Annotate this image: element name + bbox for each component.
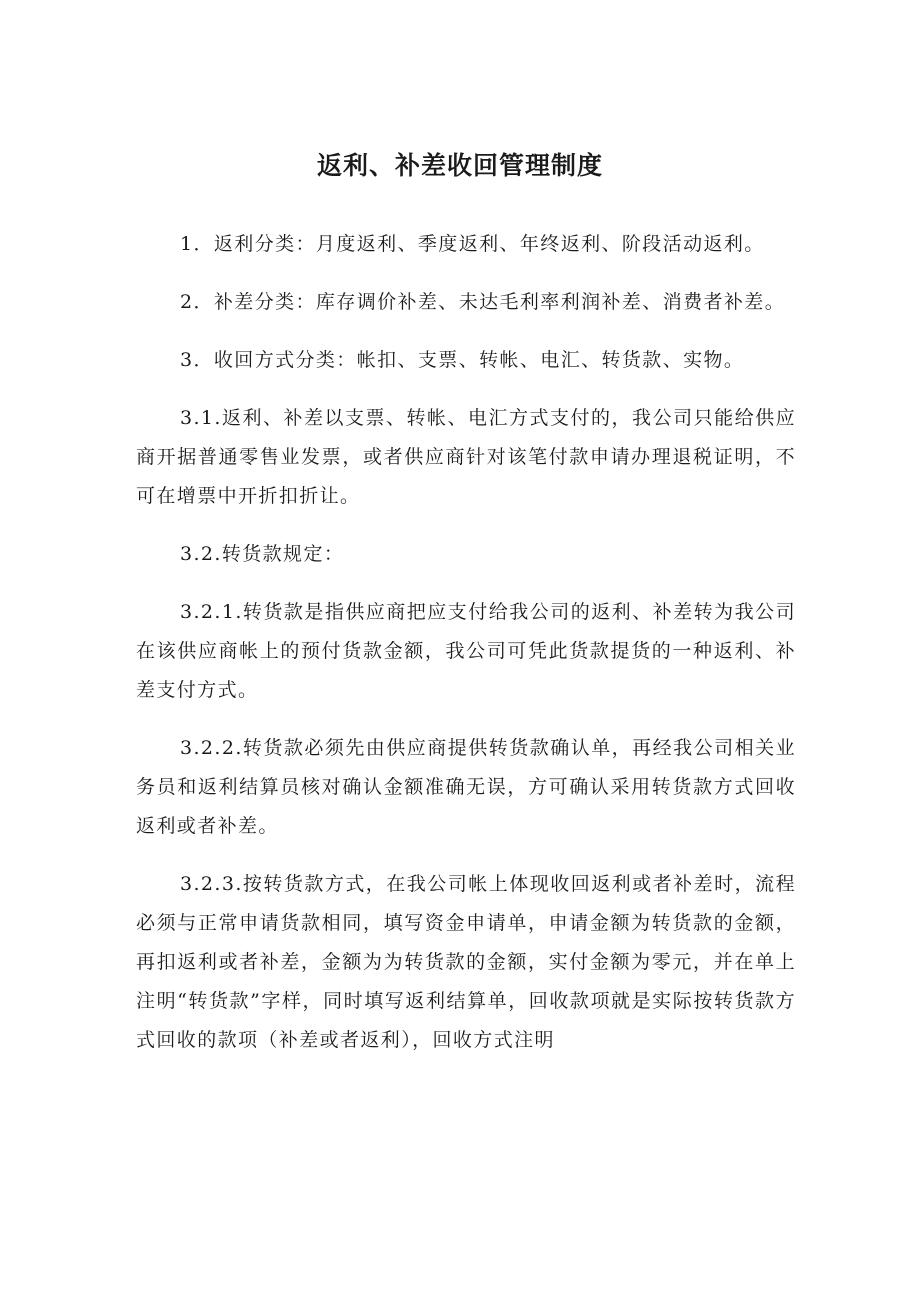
paragraph-3-2-3: 3.2.3.按转货款方式，在我公司帐上体现收回返利或者补差时，流程必须与正常申请货款相同，填写资金申请单，申请金额为转货款的金额，再扣返利或者补差，金额为为转货款的金额，实付金额为零元，并在单上注明“转货款”字样，同时填写返利结算单，回收款项就是实际按转货款方式回收的款项（补差或者返利），回收方式注明 [136,873,796,1051]
paragraph-3-2: 3.2.转货款规定： [180,543,345,565]
paragraph-rebate-categories: 1．返利分类：月度返利、季度返利、年终返利、阶段活动返利。 [180,233,765,255]
paragraph-3-1: 3.1.返利、补差以支票、转帐、电汇方式支付的，我公司只能给供应商开据普通零售业发票，或者供应商针对该笔付款申请办理退税证明，不可在增票中开折扣折让。 [136,407,796,507]
paragraph-3-2-2: 3.2.2.转货款必须先由供应商提供转货款确认单，再经我公司相关业务员和返利结算员核对确认金额准确无误，方可确认采用转货款方式回收返利或者补差。 [136,737,796,837]
paragraph-compensation-categories: 2．补差分类：库存调价补差、未达毛利率利润补差、消费者补差。 [180,291,786,313]
paragraph-3-2-1: 3.2.1.转货款是指供应商把应支付给我公司的返利、补差转为我公司在该供应商帐上的预付货款金额，我公司可凭此货款提货的一种返利、补差支付方式。 [136,601,796,701]
document-body [136,225,796,1079]
document-title: 返利、补差收回管理制度 [316,151,603,180]
paragraph-recovery-methods: 3．收回方式分类：帐扣、支票、转帐、电汇、转货款、实物。 [180,349,745,371]
